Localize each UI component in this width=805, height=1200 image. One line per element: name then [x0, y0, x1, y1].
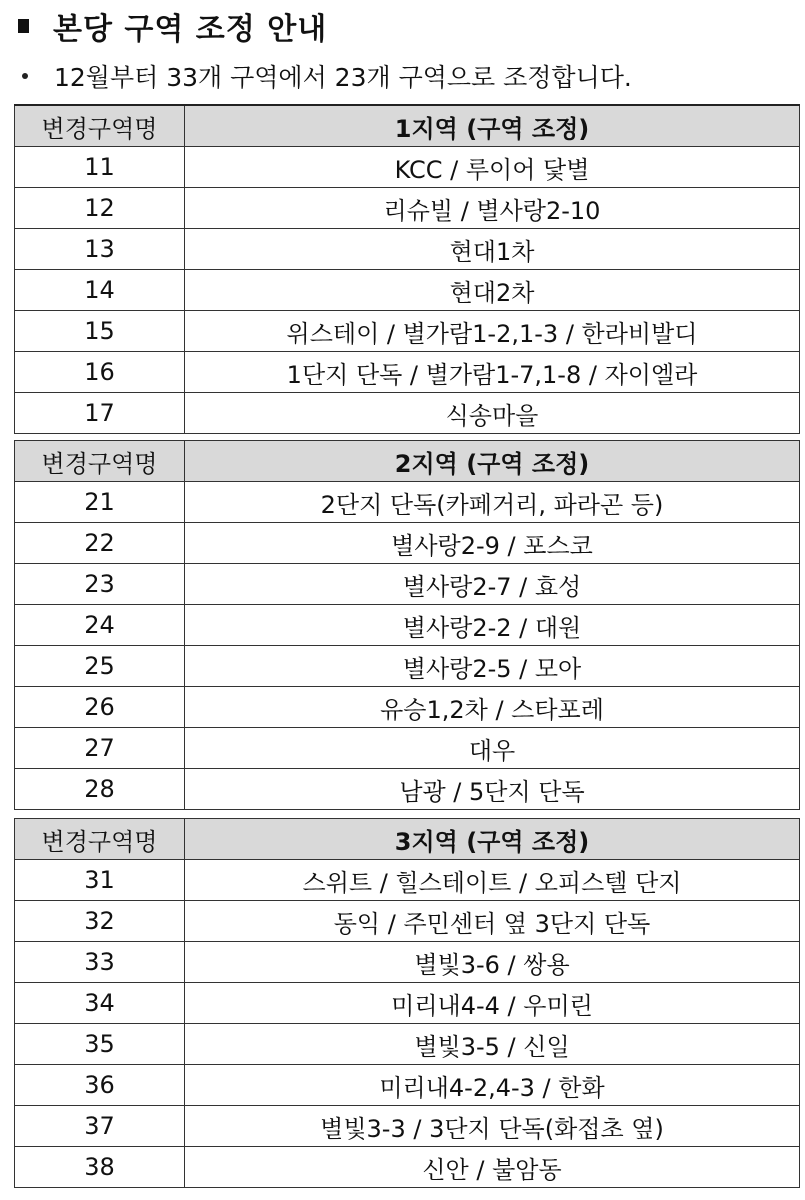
table-header-row	[15, 105, 800, 147]
zone-area: 미리내4-4 / 우미린	[185, 983, 800, 1024]
table-row	[15, 523, 800, 564]
zone-number: 27	[15, 728, 185, 769]
header-zone-name: 변경구역명	[15, 441, 185, 482]
header-zone-name: 변경구역명	[15, 819, 185, 860]
zone-area: 리슈빌 / 별사랑2-10	[185, 188, 800, 229]
table-row	[15, 769, 800, 810]
zone-area: 유승1,2차 / 스타포레	[185, 687, 800, 728]
zone-number: 24	[15, 605, 185, 646]
table-row	[15, 728, 800, 769]
zone-number: 11	[15, 147, 185, 188]
region-2-table	[14, 440, 800, 810]
zone-area: 별사랑2-5 / 모아	[185, 646, 800, 687]
table-row	[15, 983, 800, 1024]
zone-number: 13	[15, 229, 185, 270]
zone-area: 현대1차	[185, 229, 800, 270]
zone-number: 38	[15, 1147, 185, 1188]
table-row	[15, 564, 800, 605]
table-row	[15, 687, 800, 728]
region-3-table	[14, 818, 800, 1188]
table-row	[15, 605, 800, 646]
table-row	[15, 901, 800, 942]
zone-area: 별사랑2-7 / 효성	[185, 564, 800, 605]
zone-number: 12	[15, 188, 185, 229]
table-row	[15, 147, 800, 188]
zone-area: 현대2차	[185, 270, 800, 311]
zone-number: 37	[15, 1106, 185, 1147]
table-header-row	[15, 441, 800, 482]
zone-area: 동익 / 주민센터 옆 3단지 단독	[185, 901, 800, 942]
zone-number: 21	[15, 482, 185, 523]
zone-number: 28	[15, 769, 185, 810]
table-row	[15, 1065, 800, 1106]
zone-area: 대우	[185, 728, 800, 769]
zone-area: 별빛3-5 / 신일	[185, 1024, 800, 1065]
zone-number: 26	[15, 687, 185, 728]
table-row	[15, 352, 800, 393]
table-row	[15, 270, 800, 311]
zone-number: 34	[15, 983, 185, 1024]
table-row	[15, 942, 800, 983]
zone-area: 위스테이 / 별가람1-2,1-3 / 한라비발디	[185, 311, 800, 352]
table-header-row	[15, 819, 800, 860]
zone-number: 31	[15, 860, 185, 901]
square-bullet-icon	[18, 19, 29, 33]
zone-number: 32	[15, 901, 185, 942]
table-row	[15, 393, 800, 434]
zone-area: 별사랑2-9 / 포스코	[185, 523, 800, 564]
zone-area: 남광 / 5단지 단독	[185, 769, 800, 810]
zone-number: 17	[15, 393, 185, 434]
zone-area: 별빛3-3 / 3단지 단독(화접초 옆)	[185, 1106, 800, 1147]
zone-number: 36	[15, 1065, 185, 1106]
zone-number: 33	[15, 942, 185, 983]
zone-area: 별사랑2-2 / 대원	[185, 605, 800, 646]
table-row	[15, 311, 800, 352]
bullet-dot-icon	[22, 73, 28, 79]
table-row	[15, 860, 800, 901]
region-1-table	[14, 104, 800, 434]
table-row	[15, 646, 800, 687]
zone-area: 별빛3-6 / 쌍용	[185, 942, 800, 983]
zone-area: KCC / 루이어 닻별	[185, 147, 800, 188]
notice-text: 12월부터 33개 구역에서 23개 구역으로 조정합니다.	[54, 63, 632, 92]
zone-number: 16	[15, 352, 185, 393]
table-row	[15, 229, 800, 270]
table-row	[15, 482, 800, 523]
zone-area: 식송마을	[185, 393, 800, 434]
zone-area: 미리내4-2,4-3 / 한화	[185, 1065, 800, 1106]
zone-number: 25	[15, 646, 185, 687]
zone-number: 23	[15, 564, 185, 605]
table-row	[15, 1106, 800, 1147]
table-row	[15, 1147, 800, 1188]
zone-area: 스위트 / 힐스테이트 / 오피스텔 단지	[185, 860, 800, 901]
header-zone-name: 변경구역명	[15, 105, 185, 147]
zone-area: 1단지 단독 / 별가람1-7,1-8 / 자이엘라	[185, 352, 800, 393]
zone-area: 신안 / 불암동	[185, 1147, 800, 1188]
zone-number: 14	[15, 270, 185, 311]
zone-area: 2단지 단독(카페거리, 파라곤 등)	[185, 482, 800, 523]
zone-number: 35	[15, 1024, 185, 1065]
page-title	[18, 4, 327, 48]
notice	[22, 56, 632, 96]
table-row	[15, 1024, 800, 1065]
header-region: 2지역 (구역 조정)	[185, 441, 800, 482]
zone-number: 15	[15, 311, 185, 352]
header-region: 3지역 (구역 조정)	[185, 819, 800, 860]
zone-number: 22	[15, 523, 185, 564]
header-region: 1지역 (구역 조정)	[185, 105, 800, 147]
table-row	[15, 188, 800, 229]
page-title-text: 본당 구역 조정 안내	[53, 12, 328, 47]
